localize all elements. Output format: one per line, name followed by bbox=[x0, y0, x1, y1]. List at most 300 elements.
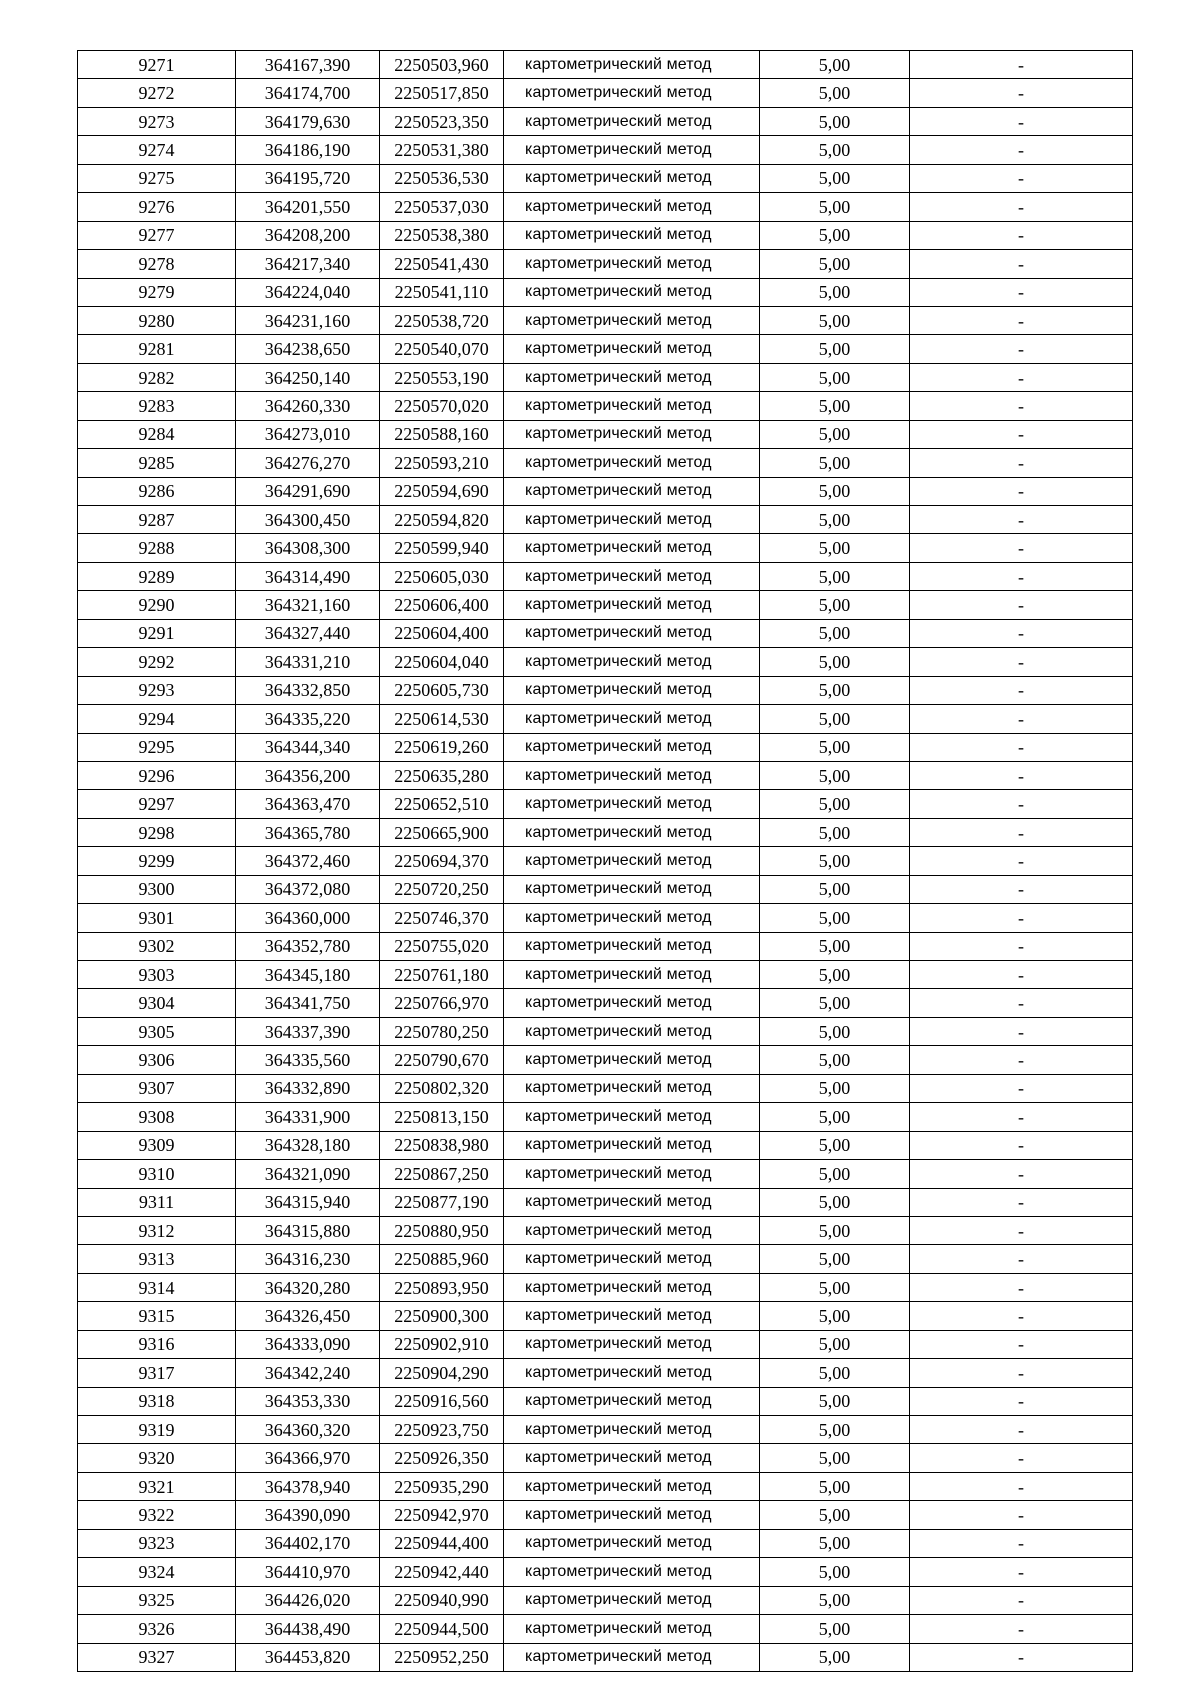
table-row bbox=[78, 904, 1133, 932]
table-row bbox=[78, 1387, 1133, 1415]
table-row bbox=[78, 306, 1133, 334]
accuracy-cell: 5,00 bbox=[760, 534, 910, 562]
description-cell: - bbox=[910, 250, 1133, 278]
description-cell: - bbox=[910, 107, 1133, 135]
point-number-cell: 9304 bbox=[78, 989, 236, 1017]
accuracy-cell: 5,00 bbox=[760, 676, 910, 704]
description-cell: - bbox=[910, 961, 1133, 989]
description-cell: - bbox=[910, 790, 1133, 818]
accuracy-cell: 5,00 bbox=[760, 648, 910, 676]
x-coordinate-cell: 364195,720 bbox=[236, 164, 380, 192]
y-coordinate-cell: 2250619,260 bbox=[380, 733, 504, 761]
accuracy-cell: 5,00 bbox=[760, 51, 910, 79]
description-cell: - bbox=[910, 534, 1133, 562]
method-cell: картометрический метод bbox=[504, 648, 760, 676]
description-cell: - bbox=[910, 705, 1133, 733]
x-coordinate-cell: 364321,160 bbox=[236, 591, 380, 619]
y-coordinate-cell: 2250904,290 bbox=[380, 1359, 504, 1387]
accuracy-cell: 5,00 bbox=[760, 306, 910, 334]
accuracy-cell: 5,00 bbox=[760, 1160, 910, 1188]
point-number-cell: 9274 bbox=[78, 136, 236, 164]
x-coordinate-cell: 364314,490 bbox=[236, 562, 380, 590]
table-row bbox=[78, 562, 1133, 590]
method-cell: картометрический метод bbox=[504, 1017, 760, 1045]
method-cell: картометрический метод bbox=[504, 1160, 760, 1188]
table-row bbox=[78, 676, 1133, 704]
point-number-cell: 9298 bbox=[78, 818, 236, 846]
accuracy-cell: 5,00 bbox=[760, 847, 910, 875]
point-number-cell: 9288 bbox=[78, 534, 236, 562]
method-cell: картометрический метод bbox=[504, 619, 760, 647]
method-cell: картометрический метод bbox=[504, 306, 760, 334]
description-cell: - bbox=[910, 676, 1133, 704]
point-number-cell: 9302 bbox=[78, 932, 236, 960]
x-coordinate-cell: 364250,140 bbox=[236, 363, 380, 391]
method-cell: картометрический метод bbox=[504, 51, 760, 79]
x-coordinate-cell: 364179,630 bbox=[236, 107, 380, 135]
method-cell: картометрический метод bbox=[504, 534, 760, 562]
y-coordinate-cell: 2250900,300 bbox=[380, 1302, 504, 1330]
description-cell: - bbox=[910, 420, 1133, 448]
accuracy-cell: 5,00 bbox=[760, 1302, 910, 1330]
y-coordinate-cell: 2250867,250 bbox=[380, 1160, 504, 1188]
point-number-cell: 9297 bbox=[78, 790, 236, 818]
method-cell: картометрический метод bbox=[504, 392, 760, 420]
method-cell: картометрический метод bbox=[504, 875, 760, 903]
y-coordinate-cell: 2250916,560 bbox=[380, 1387, 504, 1415]
description-cell: - bbox=[910, 1188, 1133, 1216]
y-coordinate-cell: 2250952,250 bbox=[380, 1643, 504, 1671]
table-row bbox=[78, 648, 1133, 676]
method-cell: картометрический метод bbox=[504, 107, 760, 135]
x-coordinate-cell: 364426,020 bbox=[236, 1586, 380, 1614]
y-coordinate-cell: 2250538,720 bbox=[380, 306, 504, 334]
point-number-cell: 9276 bbox=[78, 193, 236, 221]
method-cell: картометрический метод bbox=[504, 164, 760, 192]
method-cell: картометрический метод bbox=[504, 1302, 760, 1330]
point-number-cell: 9324 bbox=[78, 1558, 236, 1586]
x-coordinate-cell: 364326,450 bbox=[236, 1302, 380, 1330]
description-cell: - bbox=[910, 733, 1133, 761]
description-cell: - bbox=[910, 1330, 1133, 1358]
description-cell: - bbox=[910, 449, 1133, 477]
y-coordinate-cell: 2250885,960 bbox=[380, 1245, 504, 1273]
method-cell: картометрический метод bbox=[504, 506, 760, 534]
method-cell: картометрический метод bbox=[504, 562, 760, 590]
point-number-cell: 9320 bbox=[78, 1444, 236, 1472]
x-coordinate-cell: 364453,820 bbox=[236, 1643, 380, 1671]
table-row bbox=[78, 1131, 1133, 1159]
x-coordinate-cell: 364321,090 bbox=[236, 1160, 380, 1188]
y-coordinate-cell: 2250944,500 bbox=[380, 1615, 504, 1643]
accuracy-cell: 5,00 bbox=[760, 193, 910, 221]
description-cell: - bbox=[910, 1074, 1133, 1102]
table-row bbox=[78, 449, 1133, 477]
x-coordinate-cell: 364360,000 bbox=[236, 904, 380, 932]
table-row bbox=[78, 1074, 1133, 1102]
table-row bbox=[78, 79, 1133, 107]
accuracy-cell: 5,00 bbox=[760, 1529, 910, 1557]
y-coordinate-cell: 2250604,040 bbox=[380, 648, 504, 676]
point-number-cell: 9277 bbox=[78, 221, 236, 249]
x-coordinate-cell: 364273,010 bbox=[236, 420, 380, 448]
description-cell: - bbox=[910, 932, 1133, 960]
y-coordinate-cell: 2250593,210 bbox=[380, 449, 504, 477]
table-row bbox=[78, 335, 1133, 363]
method-cell: картометрический метод bbox=[504, 733, 760, 761]
accuracy-cell: 5,00 bbox=[760, 1444, 910, 1472]
y-coordinate-cell: 2250541,110 bbox=[380, 278, 504, 306]
accuracy-cell: 5,00 bbox=[760, 250, 910, 278]
point-number-cell: 9307 bbox=[78, 1074, 236, 1102]
method-cell: картометрический метод bbox=[504, 449, 760, 477]
table-row bbox=[78, 875, 1133, 903]
table-row bbox=[78, 107, 1133, 135]
x-coordinate-cell: 364410,970 bbox=[236, 1558, 380, 1586]
y-coordinate-cell: 2250766,970 bbox=[380, 989, 504, 1017]
y-coordinate-cell: 2250923,750 bbox=[380, 1416, 504, 1444]
description-cell: - bbox=[910, 1131, 1133, 1159]
description-cell: - bbox=[910, 818, 1133, 846]
accuracy-cell: 5,00 bbox=[760, 420, 910, 448]
table-row bbox=[78, 1416, 1133, 1444]
y-coordinate-cell: 2250540,070 bbox=[380, 335, 504, 363]
x-coordinate-cell: 364331,900 bbox=[236, 1103, 380, 1131]
method-cell: картометрический метод bbox=[504, 1586, 760, 1614]
description-cell: - bbox=[910, 1160, 1133, 1188]
y-coordinate-cell: 2250606,400 bbox=[380, 591, 504, 619]
table-row bbox=[78, 193, 1133, 221]
accuracy-cell: 5,00 bbox=[760, 932, 910, 960]
method-cell: картометрический метод bbox=[504, 904, 760, 932]
accuracy-cell: 5,00 bbox=[760, 818, 910, 846]
table-row bbox=[78, 1245, 1133, 1273]
accuracy-cell: 5,00 bbox=[760, 278, 910, 306]
point-number-cell: 9309 bbox=[78, 1131, 236, 1159]
accuracy-cell: 5,00 bbox=[760, 1273, 910, 1301]
point-number-cell: 9292 bbox=[78, 648, 236, 676]
point-number-cell: 9291 bbox=[78, 619, 236, 647]
x-coordinate-cell: 364356,200 bbox=[236, 761, 380, 789]
y-coordinate-cell: 2250755,020 bbox=[380, 932, 504, 960]
accuracy-cell: 5,00 bbox=[760, 989, 910, 1017]
accuracy-cell: 5,00 bbox=[760, 761, 910, 789]
description-cell: - bbox=[910, 221, 1133, 249]
y-coordinate-cell: 2250531,380 bbox=[380, 136, 504, 164]
accuracy-cell: 5,00 bbox=[760, 562, 910, 590]
accuracy-cell: 5,00 bbox=[760, 591, 910, 619]
accuracy-cell: 5,00 bbox=[760, 1586, 910, 1614]
accuracy-cell: 5,00 bbox=[760, 79, 910, 107]
accuracy-cell: 5,00 bbox=[760, 875, 910, 903]
table-row bbox=[78, 164, 1133, 192]
table-row bbox=[78, 1615, 1133, 1643]
point-number-cell: 9283 bbox=[78, 392, 236, 420]
point-number-cell: 9286 bbox=[78, 477, 236, 505]
coordinates-table bbox=[77, 50, 1133, 1672]
y-coordinate-cell: 2250802,320 bbox=[380, 1074, 504, 1102]
description-cell: - bbox=[910, 506, 1133, 534]
x-coordinate-cell: 364341,750 bbox=[236, 989, 380, 1017]
description-cell: - bbox=[910, 648, 1133, 676]
table-row bbox=[78, 847, 1133, 875]
method-cell: картометрический метод bbox=[504, 790, 760, 818]
description-cell: - bbox=[910, 989, 1133, 1017]
x-coordinate-cell: 364390,090 bbox=[236, 1501, 380, 1529]
method-cell: картометрический метод bbox=[504, 1131, 760, 1159]
description-cell: - bbox=[910, 1416, 1133, 1444]
point-number-cell: 9321 bbox=[78, 1472, 236, 1500]
table-row bbox=[78, 1472, 1133, 1500]
accuracy-cell: 5,00 bbox=[760, 392, 910, 420]
x-coordinate-cell: 364335,560 bbox=[236, 1046, 380, 1074]
accuracy-cell: 5,00 bbox=[760, 733, 910, 761]
y-coordinate-cell: 2250838,980 bbox=[380, 1131, 504, 1159]
method-cell: картометрический метод bbox=[504, 989, 760, 1017]
table-row bbox=[78, 1017, 1133, 1045]
table-row bbox=[78, 1302, 1133, 1330]
method-cell: картометрический метод bbox=[504, 961, 760, 989]
point-number-cell: 9306 bbox=[78, 1046, 236, 1074]
method-cell: картометрический метод bbox=[504, 847, 760, 875]
x-coordinate-cell: 364335,220 bbox=[236, 705, 380, 733]
table-row bbox=[78, 761, 1133, 789]
description-cell: - bbox=[910, 278, 1133, 306]
point-number-cell: 9316 bbox=[78, 1330, 236, 1358]
description-cell: - bbox=[910, 1529, 1133, 1557]
description-cell: - bbox=[910, 1586, 1133, 1614]
table-row bbox=[78, 619, 1133, 647]
description-cell: - bbox=[910, 1444, 1133, 1472]
y-coordinate-cell: 2250599,940 bbox=[380, 534, 504, 562]
x-coordinate-cell: 364300,450 bbox=[236, 506, 380, 534]
x-coordinate-cell: 364328,180 bbox=[236, 1131, 380, 1159]
description-cell: - bbox=[910, 363, 1133, 391]
accuracy-cell: 5,00 bbox=[760, 477, 910, 505]
accuracy-cell: 5,00 bbox=[760, 790, 910, 818]
point-number-cell: 9305 bbox=[78, 1017, 236, 1045]
x-coordinate-cell: 364360,320 bbox=[236, 1416, 380, 1444]
method-cell: картометрический метод bbox=[504, 250, 760, 278]
x-coordinate-cell: 364345,180 bbox=[236, 961, 380, 989]
y-coordinate-cell: 2250880,950 bbox=[380, 1216, 504, 1244]
x-coordinate-cell: 364366,970 bbox=[236, 1444, 380, 1472]
accuracy-cell: 5,00 bbox=[760, 904, 910, 932]
y-coordinate-cell: 2250940,990 bbox=[380, 1586, 504, 1614]
table-row bbox=[78, 1444, 1133, 1472]
point-number-cell: 9275 bbox=[78, 164, 236, 192]
x-coordinate-cell: 364352,780 bbox=[236, 932, 380, 960]
point-number-cell: 9315 bbox=[78, 1302, 236, 1330]
accuracy-cell: 5,00 bbox=[760, 1416, 910, 1444]
table-row bbox=[78, 1586, 1133, 1614]
y-coordinate-cell: 2250517,850 bbox=[380, 79, 504, 107]
table-row bbox=[78, 420, 1133, 448]
method-cell: картометрический метод bbox=[504, 363, 760, 391]
method-cell: картометрический метод bbox=[504, 932, 760, 960]
table-row bbox=[78, 1359, 1133, 1387]
description-cell: - bbox=[910, 1359, 1133, 1387]
y-coordinate-cell: 2250570,020 bbox=[380, 392, 504, 420]
point-number-cell: 9295 bbox=[78, 733, 236, 761]
description-cell: - bbox=[910, 1501, 1133, 1529]
method-cell: картометрический метод bbox=[504, 1330, 760, 1358]
description-cell: - bbox=[910, 79, 1133, 107]
x-coordinate-cell: 364344,340 bbox=[236, 733, 380, 761]
accuracy-cell: 5,00 bbox=[760, 1643, 910, 1671]
accuracy-cell: 5,00 bbox=[760, 1017, 910, 1045]
method-cell: картометрический метод bbox=[504, 1103, 760, 1131]
y-coordinate-cell: 2250790,670 bbox=[380, 1046, 504, 1074]
description-cell: - bbox=[910, 1643, 1133, 1671]
x-coordinate-cell: 364337,390 bbox=[236, 1017, 380, 1045]
point-number-cell: 9300 bbox=[78, 875, 236, 903]
table-row bbox=[78, 1558, 1133, 1586]
y-coordinate-cell: 2250694,370 bbox=[380, 847, 504, 875]
table-row bbox=[78, 534, 1133, 562]
accuracy-cell: 5,00 bbox=[760, 1245, 910, 1273]
table-row bbox=[78, 1216, 1133, 1244]
x-coordinate-cell: 364186,190 bbox=[236, 136, 380, 164]
accuracy-cell: 5,00 bbox=[760, 1472, 910, 1500]
y-coordinate-cell: 2250720,250 bbox=[380, 875, 504, 903]
method-cell: картометрический метод bbox=[504, 1444, 760, 1472]
x-coordinate-cell: 364333,090 bbox=[236, 1330, 380, 1358]
table-row bbox=[78, 1160, 1133, 1188]
description-cell: - bbox=[910, 306, 1133, 334]
point-number-cell: 9271 bbox=[78, 51, 236, 79]
x-coordinate-cell: 364342,240 bbox=[236, 1359, 380, 1387]
y-coordinate-cell: 2250635,280 bbox=[380, 761, 504, 789]
description-cell: - bbox=[910, 847, 1133, 875]
y-coordinate-cell: 2250761,180 bbox=[380, 961, 504, 989]
y-coordinate-cell: 2250877,190 bbox=[380, 1188, 504, 1216]
point-number-cell: 9279 bbox=[78, 278, 236, 306]
point-number-cell: 9312 bbox=[78, 1216, 236, 1244]
description-cell: - bbox=[910, 875, 1133, 903]
y-coordinate-cell: 2250813,150 bbox=[380, 1103, 504, 1131]
method-cell: картометрический метод bbox=[504, 1615, 760, 1643]
description-cell: - bbox=[910, 1387, 1133, 1415]
point-number-cell: 9325 bbox=[78, 1586, 236, 1614]
table-row bbox=[78, 591, 1133, 619]
y-coordinate-cell: 2250944,400 bbox=[380, 1529, 504, 1557]
point-number-cell: 9326 bbox=[78, 1615, 236, 1643]
accuracy-cell: 5,00 bbox=[760, 1615, 910, 1643]
description-cell: - bbox=[910, 136, 1133, 164]
x-coordinate-cell: 364201,550 bbox=[236, 193, 380, 221]
point-number-cell: 9290 bbox=[78, 591, 236, 619]
table-row bbox=[78, 932, 1133, 960]
x-coordinate-cell: 364174,700 bbox=[236, 79, 380, 107]
point-number-cell: 9299 bbox=[78, 847, 236, 875]
table-row bbox=[78, 1330, 1133, 1358]
x-coordinate-cell: 364224,040 bbox=[236, 278, 380, 306]
x-coordinate-cell: 364315,940 bbox=[236, 1188, 380, 1216]
method-cell: картометрический метод bbox=[504, 1359, 760, 1387]
point-number-cell: 9317 bbox=[78, 1359, 236, 1387]
y-coordinate-cell: 2250594,690 bbox=[380, 477, 504, 505]
method-cell: картометрический метод bbox=[504, 193, 760, 221]
table-row bbox=[78, 733, 1133, 761]
point-number-cell: 9273 bbox=[78, 107, 236, 135]
accuracy-cell: 5,00 bbox=[760, 1387, 910, 1415]
description-cell: - bbox=[910, 1103, 1133, 1131]
point-number-cell: 9314 bbox=[78, 1273, 236, 1301]
point-number-cell: 9284 bbox=[78, 420, 236, 448]
table-row bbox=[78, 1501, 1133, 1529]
x-coordinate-cell: 364438,490 bbox=[236, 1615, 380, 1643]
point-number-cell: 9323 bbox=[78, 1529, 236, 1557]
point-number-cell: 9296 bbox=[78, 761, 236, 789]
accuracy-cell: 5,00 bbox=[760, 1216, 910, 1244]
table-row bbox=[78, 363, 1133, 391]
table-row bbox=[78, 989, 1133, 1017]
method-cell: картометрический метод bbox=[504, 1472, 760, 1500]
method-cell: картометрический метод bbox=[504, 420, 760, 448]
method-cell: картометрический метод bbox=[504, 136, 760, 164]
y-coordinate-cell: 2250893,950 bbox=[380, 1273, 504, 1301]
point-number-cell: 9272 bbox=[78, 79, 236, 107]
accuracy-cell: 5,00 bbox=[760, 164, 910, 192]
y-coordinate-cell: 2250605,030 bbox=[380, 562, 504, 590]
table-row bbox=[78, 136, 1133, 164]
x-coordinate-cell: 364332,850 bbox=[236, 676, 380, 704]
description-cell: - bbox=[910, 904, 1133, 932]
point-number-cell: 9313 bbox=[78, 1245, 236, 1273]
accuracy-cell: 5,00 bbox=[760, 1188, 910, 1216]
table-row bbox=[78, 818, 1133, 846]
y-coordinate-cell: 2250780,250 bbox=[380, 1017, 504, 1045]
table-row bbox=[78, 250, 1133, 278]
method-cell: картометрический метод bbox=[504, 1416, 760, 1444]
point-number-cell: 9294 bbox=[78, 705, 236, 733]
x-coordinate-cell: 364167,390 bbox=[236, 51, 380, 79]
description-cell: - bbox=[910, 1273, 1133, 1301]
description-cell: - bbox=[910, 335, 1133, 363]
x-coordinate-cell: 364363,470 bbox=[236, 790, 380, 818]
table-row bbox=[78, 705, 1133, 733]
accuracy-cell: 5,00 bbox=[760, 136, 910, 164]
coordinates-table-body bbox=[78, 51, 1133, 1672]
table-row bbox=[78, 221, 1133, 249]
point-number-cell: 9287 bbox=[78, 506, 236, 534]
point-number-cell: 9318 bbox=[78, 1387, 236, 1415]
x-coordinate-cell: 364208,200 bbox=[236, 221, 380, 249]
accuracy-cell: 5,00 bbox=[760, 449, 910, 477]
x-coordinate-cell: 364353,330 bbox=[236, 1387, 380, 1415]
description-cell: - bbox=[910, 761, 1133, 789]
y-coordinate-cell: 2250503,960 bbox=[380, 51, 504, 79]
y-coordinate-cell: 2250942,440 bbox=[380, 1558, 504, 1586]
y-coordinate-cell: 2250926,350 bbox=[380, 1444, 504, 1472]
accuracy-cell: 5,00 bbox=[760, 1330, 910, 1358]
table-row bbox=[78, 1103, 1133, 1131]
point-number-cell: 9281 bbox=[78, 335, 236, 363]
point-number-cell: 9311 bbox=[78, 1188, 236, 1216]
x-coordinate-cell: 364327,440 bbox=[236, 619, 380, 647]
point-number-cell: 9282 bbox=[78, 363, 236, 391]
table-row bbox=[78, 1188, 1133, 1216]
y-coordinate-cell: 2250536,530 bbox=[380, 164, 504, 192]
y-coordinate-cell: 2250604,400 bbox=[380, 619, 504, 647]
x-coordinate-cell: 364276,270 bbox=[236, 449, 380, 477]
accuracy-cell: 5,00 bbox=[760, 363, 910, 391]
x-coordinate-cell: 364320,280 bbox=[236, 1273, 380, 1301]
y-coordinate-cell: 2250942,970 bbox=[380, 1501, 504, 1529]
method-cell: картометрический метод bbox=[504, 676, 760, 704]
point-number-cell: 9303 bbox=[78, 961, 236, 989]
